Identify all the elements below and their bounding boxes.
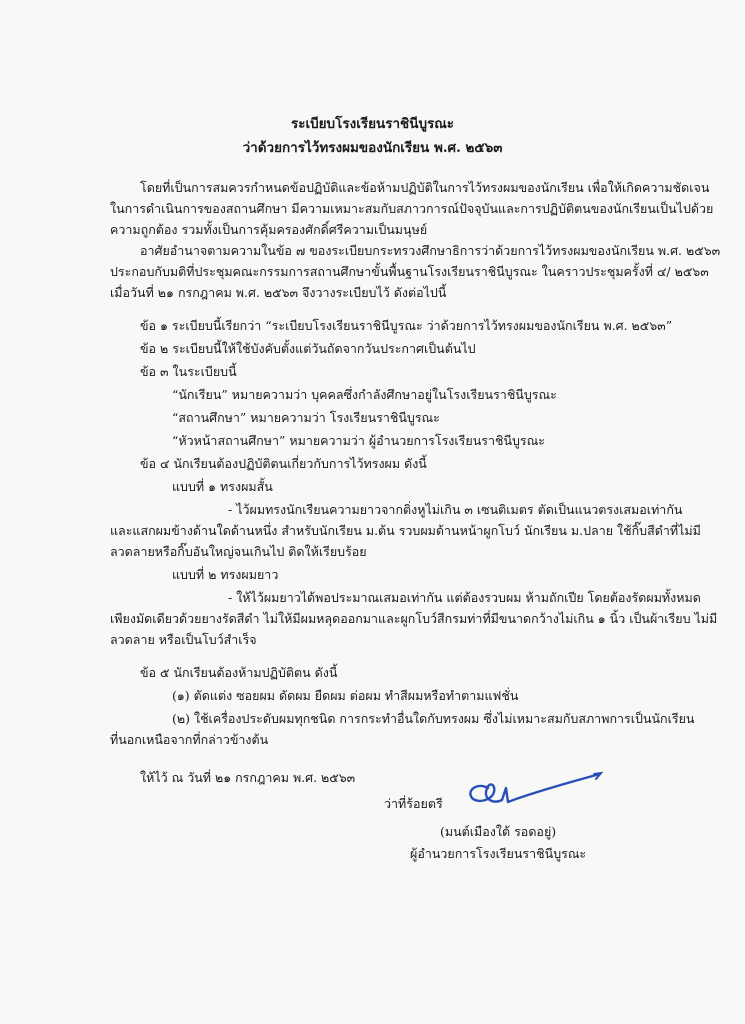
clause-1: ข้อ ๑ ระเบียบนี้เรียกว่า “ระเบียบโรงเรียนราชินีบูรณะ ว่าด้วยการไว้ทรงผมของนักเรียน พ.ศ. ๒๕๖๓”: [140, 318, 673, 333]
document-subtitle: ว่าด้วยการไว้ทรงผมของนักเรียน พ.ศ. ๒๕๖๓: [242, 140, 503, 156]
clause-2: ข้อ ๒ ระเบียบนี้ให้ใช้บังคับตั้งแต่วันถัดจากวันประกาศเป็นต้นไป: [140, 341, 476, 356]
preamble-line: ความถูกต้อง รวมทั้งเป็นการคุ้มครองศักดิ์ศรีความเป็นมนุษย์: [110, 222, 428, 237]
style-1-heading: แบบที่ ๑ ทรงผมสั้น: [172, 479, 273, 494]
style-1-text: - ไว้ผมทรงนักเรียนความยาวจากติ่งหูไม่เกิน ๓ เซนติเมตร ตัดเป็นแนวตรงเสมอเท่ากัน: [228, 502, 683, 517]
preamble-line: เมื่อวันที่ ๒๑ กรกฎาคม พ.ศ. ๒๕๖๓ จึงวางระเบียบไว้ ดังต่อไปนี้: [110, 285, 447, 300]
style-1-text: และแสกผมข้างด้านใดด้านหนึ่ง สำหรับนักเรียน ม.ต้น รวบผมด้านหน้าผูกโบว์ นักเรียน ม.ปลาย ใช้กิ๊บสีดำที่ไม่มี: [110, 523, 701, 538]
prohibition-2: ที่นอกเหนือจากที่กล่าวข้างต้น: [110, 732, 269, 747]
clause-5: ข้อ ๕ นักเรียนต้องห้ามปฏิบัติตน ดังนี้: [140, 665, 338, 680]
issue-date: ให้ไว้ ณ วันที่ ๒๑ กรกฎาคม พ.ศ. ๒๕๖๓: [140, 770, 356, 785]
definition-student: “นักเรียน” หมายความว่า บุคคลซึ่งกำลังศึกษาอยู่ในโรงเรียนราชินีบูรณะ: [172, 387, 557, 402]
preamble-line: ประกอบกับมติที่ประชุมคณะกรรมการสถานศึกษาขั้นพื้นฐานโรงเรียนราชินีบูรณะ ในคราวประชุมครั้งที่ ๔/ ๒๕๖๓: [110, 264, 709, 279]
style-2-text: - ให้ไว้ผมยาวได้พอประมาณเสมอเท่ากัน แต่ต้องรวบผม ห้ามถักเปีย โดยต้องรัดผมทั้งหมด: [228, 590, 701, 605]
definition-school: “สถานศึกษา” หมายความว่า โรงเรียนราชินีบูรณะ: [172, 410, 440, 425]
style-2-text: ลวดลาย หรือเป็นโบว์สำเร็จ: [110, 632, 257, 647]
clause-3: ข้อ ๓ ในระเบียบนี้: [140, 364, 237, 379]
clause-4: ข้อ ๔ นักเรียนต้องปฏิบัติตนเกี่ยวกับการไว้ทรงผม ดังนี้: [140, 456, 427, 471]
definition-principal: “หัวหน้าสถานศึกษา” หมายความว่า ผู้อำนวยการโรงเรียนราชินีบูรณะ: [172, 433, 545, 448]
preamble-line: โดยที่เป็นการสมควรกำหนดข้อปฏิบัติและข้อห้ามปฏิบัติในการไว้ทรงผมของนักเรียน เพื่อให้เกิดความชัดเจน: [140, 180, 710, 195]
signer-position: ผู้อำนวยการโรงเรียนราชินีบูรณะ: [410, 846, 587, 861]
signature-image: [458, 770, 608, 820]
document-title: ระเบียบโรงเรียนราชินีบูรณะ: [290, 116, 455, 132]
preamble-line: ในการดำเนินการของสถานศึกษา มีความเหมาะสมกับสภาวการณ์ปัจจุบันและการปฏิบัติตนของนักเรียนเป็นไปด้วย: [110, 201, 714, 216]
prohibition-1: (๑) ตัดแต่ง ซอยผม ดัดผม ยืดผม ต่อผม ทำสีผมหรือทำตามแฟชั่น: [172, 688, 519, 703]
style-1-text: ลวดลายหรือกิ๊บอันใหญ่จนเกินไป ติดให้เรียบร้อย: [110, 544, 367, 559]
signer-name: (มนต์เมืองใต้ รอดอยู่): [440, 824, 557, 839]
preamble-line: อาศัยอำนาจตามความในข้อ ๗ ของระเบียบกระทรวงศึกษาธิการว่าด้วยการไว้ทรงผมของนักเรียน พ.ศ. ๒๕๖๓: [140, 243, 721, 258]
style-2-heading: แบบที่ ๒ ทรงผมยาว: [172, 567, 279, 582]
prohibition-2: (๒) ใช้เครื่องประดับผมทุกชนิด การกระทำอื่นใดกับทรงผม ซึ่งไม่เหมาะสมกับสภาพการเป็นนักเรียน: [172, 711, 695, 726]
style-2-text: เพียงมัดเดียวด้วยยางรัดสีดำ ไม่ให้มีผมหลุดออกมาและผูกโบว์สีกรมท่าที่มีขนาดกว้างไม่เกิน ๑ นิ้ว เป็นผ้าเรียบ ไม่มี: [110, 611, 718, 626]
signer-rank: ว่าที่ร้อยตรี: [384, 796, 443, 811]
